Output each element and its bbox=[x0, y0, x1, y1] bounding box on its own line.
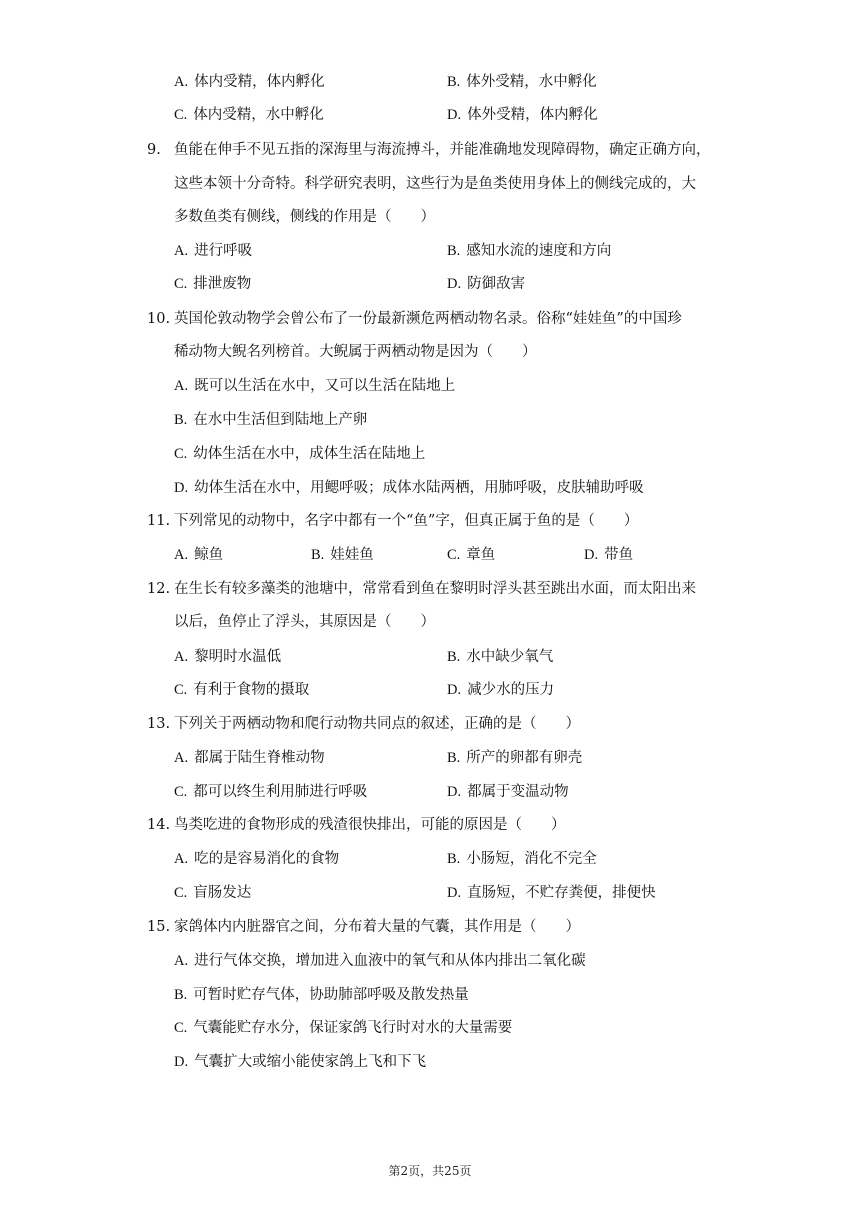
q14-option-c: C. 盲肠发达 bbox=[174, 885, 252, 901]
q15-option-d: D. 气囊扩大或缩小能使家鸽上飞和下飞 bbox=[174, 1054, 427, 1070]
question-stem-line: 下列常见的动物中，名字中都有一个“鱼”字，但真正属于鱼的是（ ） bbox=[174, 513, 639, 529]
question-stem-line: 稀动物大鲵名列榜首。大鲵属于两栖动物是因为（ ） bbox=[174, 344, 537, 360]
question-stem-line: 以后，鱼停止了浮头，其原因是（ ） bbox=[174, 614, 435, 630]
question-stem-line: 英国伦敦动物学会曾公布了一份最新濒危两栖动物名录。俗称“娃娃鱼”的中国珍 bbox=[174, 311, 682, 327]
q12-option-d: D. 减少水的压力 bbox=[447, 682, 555, 698]
question-number: 10. bbox=[147, 311, 171, 327]
question-number: 9. bbox=[147, 142, 161, 158]
q14-option-b: B. 小肠短，消化不完全 bbox=[447, 851, 597, 867]
question-number: 13. bbox=[147, 716, 171, 732]
q10-option-c: C. 幼体生活在水中，成体生活在陆地上 bbox=[174, 446, 426, 462]
question-number: 11. bbox=[147, 513, 171, 529]
q8-option-d: D. 体外受精，体内孵化 bbox=[447, 107, 598, 123]
q12-option-b: B. 水中缺少氧气 bbox=[447, 649, 554, 665]
question-stem-line: 下列关于两栖动物和爬行动物共同点的叙述，正确的是（ ） bbox=[174, 716, 580, 732]
q15-option-c: C. 气囊能贮存水分，保证家鸽飞行时对水的大量需要 bbox=[174, 1020, 513, 1036]
q11-option-a: A. 鲸鱼 bbox=[174, 547, 224, 563]
q9-option-c: C. 排泄废物 bbox=[174, 276, 252, 292]
question-stem-line: 鱼能在伸手不见五指的深海里与海流搏斗，并能准确地发现障碍物，确定正确方向， bbox=[174, 142, 711, 158]
q10-option-d: D. 幼体生活在水中，用鳃呼吸；成体水陆两栖，用肺呼吸，皮肤辅助呼吸 bbox=[174, 480, 644, 496]
question-stem-line: 家鸽体内内脏器官之间，分布着大量的气囊，其作用是（ ） bbox=[174, 919, 580, 935]
question-number: 15. bbox=[147, 919, 171, 935]
question-number: 14. bbox=[147, 817, 171, 833]
q13-option-a: A. 都属于陆生脊椎动物 bbox=[174, 750, 325, 766]
q9-option-a: A. 进行呼吸 bbox=[174, 243, 253, 259]
q11-option-c: C. 章鱼 bbox=[447, 547, 496, 563]
question-number: 12. bbox=[147, 581, 171, 597]
q15-option-a: A. 进行气体交换，增加进入血液中的氧气和从体内排出二氧化碳 bbox=[174, 953, 586, 969]
q10-option-b: B. 在水中生活但到陆地上产卵 bbox=[174, 412, 368, 428]
q11-option-d: D. 带鱼 bbox=[584, 547, 634, 563]
q8-option-a: A. 体内受精，体内孵化 bbox=[174, 74, 325, 90]
q14-option-d: D. 直肠短，不贮存粪便，排便快 bbox=[447, 885, 656, 901]
q13-option-b: B. 所产的卵都有卵壳 bbox=[447, 750, 583, 766]
question-stem-line: 多数鱼类有侧线，侧线的作用是（ ） bbox=[174, 209, 435, 225]
q8-option-b: B. 体外受精，水中孵化 bbox=[447, 74, 597, 90]
question-stem-line: 这些本领十分奇特。科学研究表明，这些行为是鱼类使用身体上的侧线完成的，大 bbox=[174, 176, 696, 192]
q9-option-b: B. 感知水流的速度和方向 bbox=[447, 243, 612, 259]
q13-option-d: D. 都属于变温动物 bbox=[447, 784, 569, 800]
q12-option-c: C. 有利于食物的摄取 bbox=[174, 682, 310, 698]
q11-option-b: B. 娃娃鱼 bbox=[311, 547, 374, 563]
q13-option-c: C. 都可以终生利用肺进行呼吸 bbox=[174, 784, 368, 800]
page-footer: 第2页，共25页 bbox=[388, 1164, 472, 1178]
q14-option-a: A. 吃的是容易消化的食物 bbox=[174, 851, 340, 867]
q15-option-b: B. 可暂时贮存气体，协助肺部呼吸及散发热量 bbox=[174, 987, 469, 1003]
question-stem-line: 在生长有较多藻类的池塘中，常常看到鱼在黎明时浮头甚至跳出水面，而太阳出来 bbox=[174, 581, 696, 597]
q12-option-a: A. 黎明时水温低 bbox=[174, 649, 282, 665]
q8-option-c: C. 体内受精，水中孵化 bbox=[174, 107, 324, 123]
q10-option-a: A. 既可以生活在水中，又可以生活在陆地上 bbox=[174, 378, 456, 394]
q9-option-d: D. 防御敌害 bbox=[447, 276, 526, 292]
question-stem-line: 鸟类吃进的食物形成的残渣很快排出，可能的原因是（ ） bbox=[174, 817, 566, 833]
